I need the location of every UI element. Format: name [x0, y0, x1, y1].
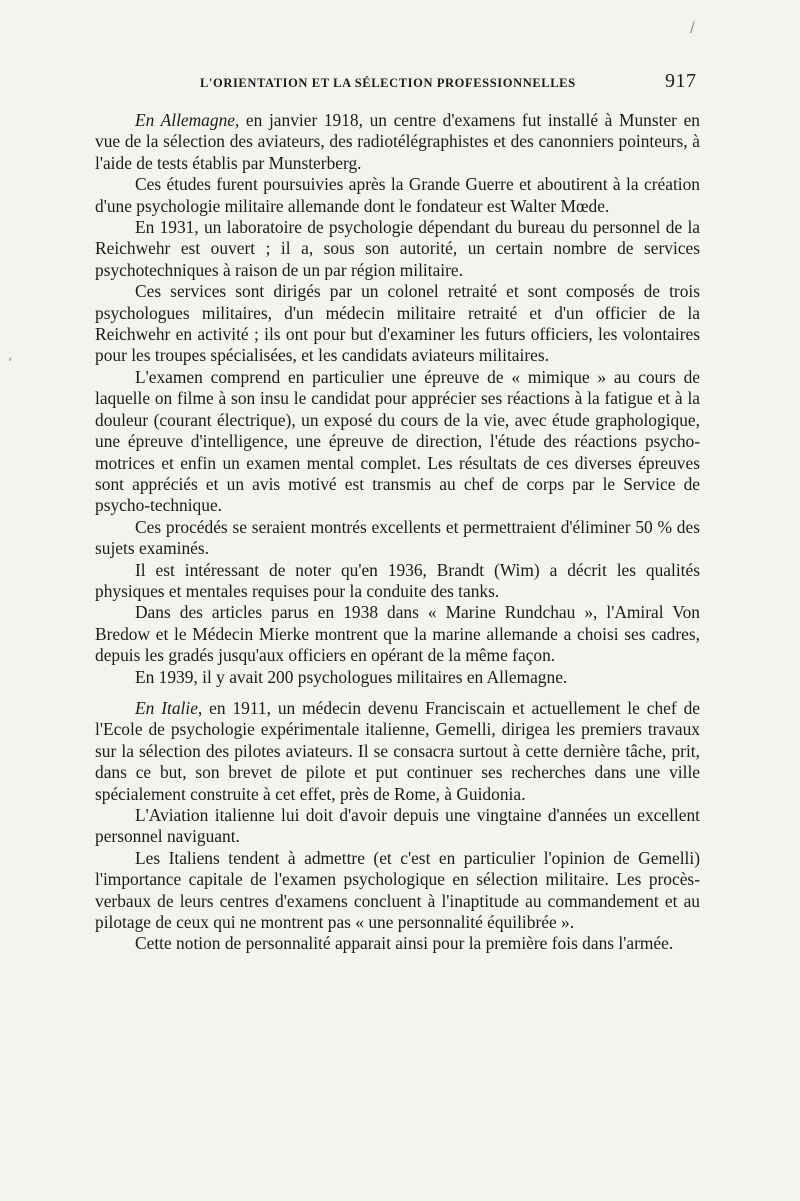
paragraph [95, 110, 700, 174]
paragraph [95, 517, 700, 560]
paragraph [95, 805, 700, 848]
paragraph [95, 367, 700, 517]
paragraph [95, 281, 700, 367]
paragraph [95, 560, 700, 603]
paragraph-text: L'Aviation italienne lui doit d'avoir depuis une vingtaine d'années un excellent personnel naviguant. [95, 805, 700, 847]
paragraph [95, 174, 700, 217]
paragraph-lead: En Italie [135, 697, 198, 718]
paragraph-lead: En Allemagne [135, 110, 235, 130]
paragraph-text: , en janvier 1918, un centre d'examens fut installé à Munster en vue de la sélection des aviateurs, des radiotélégraphistes et des canonniers pointeurs, à l'aide de tests établis par Munsterberg. [95, 110, 700, 173]
paragraph-text: Il est intéressant de noter qu'en 1936, Brandt (Wim) a décrit les qualités physiques et mentales requises pour la conduite des tanks. [95, 559, 700, 601]
paragraph-text: L'examen comprend en particulier une épreuve de « mimique » au cours de laquelle on filme à son insu le candidat pour apprécier ses réactions à la fatigue et à la douleur (courant électrique), un exposé du cours de la vie, avec étude graphologique, une épreuve d'intelligence, une épreuve de direction, l'étude des réactions psycho-motrices et enfin un examen mental complet. Les résultats de ces diverses épreuves sont appréciés et un avis motivé est transmis au chef de corps par le Service de psycho-technique. [95, 366, 700, 516]
paragraph-italy [95, 698, 700, 805]
body-text [95, 110, 700, 955]
paragraph-text: En 1931, un laboratoire de psychologie dépendant du bureau du personnel de la Reichwehr est ouvert ; il a, sous son autorité, un certain nombre de services psychotechniques à raison de un par région militaire. [95, 217, 700, 280]
paragraph [95, 848, 700, 934]
paragraph-text: , en 1911, un médecin devenu Franciscain et actuellement le chef de l'Ecole de psychologie expérimentale italienne, Gemelli, dirigea les premiers travaux sur la sélection des pilotes aviateurs. Il se consacra surtout à cette dernière tâche, prit, dans ce but, son brevet de pilote et put continuer ses recherches dans une ville spécialement construite à cet effet, près de Rome, à Guidonia. [95, 697, 700, 804]
paragraph-text: Ces services sont dirigés par un colonel retraité et sont composés de trois psychologues militaires, d'un médecin militaire retraité et d'un officier de la Reichwehr en activité ; ils ont pour but d'examiner les futurs officiers, les volontaires pour les troupes spécialisées, et les candidats aviateurs militaires. [95, 281, 700, 366]
margin-mark: ʼ [8, 356, 13, 372]
paragraph-text: Cette notion de personnalité apparait ainsi pour la première fois dans l'armée. [135, 933, 674, 954]
page-number: 917 [665, 70, 697, 92]
paragraph [95, 933, 700, 954]
margin-mark: / [690, 20, 695, 36]
paragraph-text: Ces études furent poursuivies après la Grande Guerre et aboutirent à la création d'une psychologie militaire allemande dont le fondateur est Walter Mœde. [95, 174, 700, 216]
paragraph-text: Dans des articles parus en 1938 dans « Marine Rundchau », l'Amiral Von Bredow et le Médecin Mierke montrent que la marine allemande a choisi ses cadres, depuis les gradés jusqu'aux officiers en opérant de la même façon. [95, 602, 700, 666]
paragraph-text: Les Italiens tendent à admettre (et c'est en particulier l'opinion de Gemelli) l'importance capitale de l'examen psychologique en sélection militaire. Les procès-verbaux de leurs centres d'examens concluent à l'inaptitude au commandement et au pilotage de ceux qui ne montrent pas « une personnalité équilibrée ». [95, 847, 700, 933]
paragraph [95, 602, 700, 666]
paragraph [95, 217, 700, 281]
paragraph-text: En 1939, il y avait 200 psychologues militaires en Allemagne. [135, 666, 568, 687]
running-title: L'ORIENTATION ET LA SÉLECTION PROFESSIONNELLES [200, 76, 576, 90]
paragraph-text: Ces procédés se seraient montrés excellents et permettraient d'éliminer 50 % des sujets examinés. [95, 516, 700, 559]
paragraph [95, 667, 700, 688]
